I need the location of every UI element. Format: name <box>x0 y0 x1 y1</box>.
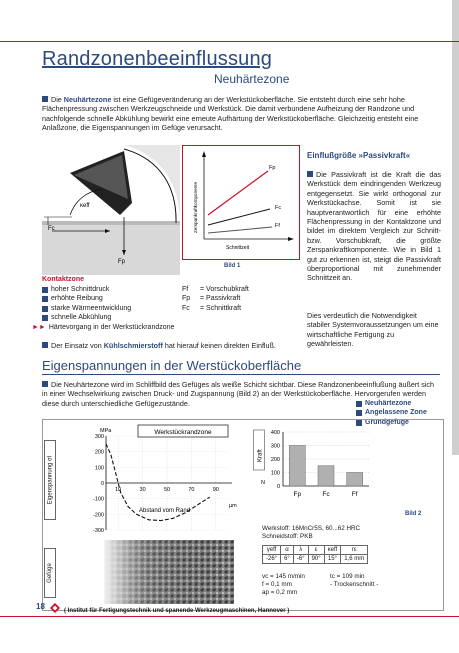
bar-y-tick: 200 <box>270 457 280 463</box>
kontaktzone-highlight: ►► Härtevorgang in der Werkstückrandzone <box>32 324 175 331</box>
force-chart-xlabel: Schnittzeit <box>226 245 250 251</box>
stress-xunit: µm <box>229 503 237 509</box>
footer-credit: ( Institut für Fertigungstechnik und spanende Werkzeugmaschinen, Hannover ) <box>64 608 290 614</box>
coolant-note: Der Einsatz von Kühlschmierstoff hat hierauf keinen direkten Einfluß. <box>42 341 302 350</box>
stress-y-tick: 200 <box>94 449 104 456</box>
stress-y-tick: -200 <box>92 512 104 519</box>
page-subtitle: Neuhärtezone <box>214 72 290 86</box>
stress-x-tick: 30 <box>139 487 146 493</box>
section2-paragraph: Die Neuhärtezone wird im Schliffbild des Gefüges als weiße Schicht sichtbar. Diese Randzonenbeeinflußung äußert sich in einer Wechselwirkung zwischen Druck- und Zugspannung (Bild 2) an der Werkstückoberfläche. Hervorgerufen werden diese durch unterschiedliche Gefügezustände. <box>42 380 435 408</box>
bar-fp <box>289 446 305 487</box>
bullet-square-icon <box>356 410 362 416</box>
tool-contact-diagram <box>42 145 180 275</box>
page-number: 18 <box>36 602 45 611</box>
bullet-square-icon <box>356 401 362 407</box>
workpiece-shape <box>42 217 180 275</box>
stress-yunit: MPa <box>100 428 112 434</box>
stress-y-tick: -100 <box>92 496 104 503</box>
bullet-square-icon <box>42 296 48 302</box>
cutting-params-left: vc = 145 m/min f = 0,1 mm ap = 0,2 mm <box>262 573 305 596</box>
material-line: Werkstoff: 16MnCr5S, 60...62 HRC <box>262 525 361 532</box>
table-row: -26° 6° -6° 90° 15° 1,6 mm <box>263 555 368 564</box>
fp-series-label: Fp <box>269 165 276 171</box>
bar-y-tick: 0 <box>276 484 280 490</box>
bullet-square-icon <box>42 306 48 312</box>
double-arrow-icon: ►► <box>32 324 46 331</box>
list-item: schnelle Abkühlung <box>42 313 131 322</box>
stress-xlabel: Abstand vom Rand <box>139 508 191 514</box>
bottom-rule <box>0 616 459 617</box>
stress-ylabel-box <box>44 440 56 520</box>
bar-marks <box>289 446 362 499</box>
stress-y-tick: -300 <box>92 528 104 534</box>
bar-category-label: Fc <box>322 491 330 498</box>
tool-angle-table <box>262 545 368 564</box>
stress-y-tick: 0 <box>100 481 104 487</box>
bar-category-label: Fp <box>293 491 302 498</box>
force-chart-ylabel: Zerspankraftkomponente <box>193 181 198 233</box>
list-item: Grundgefüge <box>356 418 427 427</box>
legend-row: Ff = Vorschubkraft <box>182 286 249 293</box>
bullet-square-icon <box>42 96 48 102</box>
bar-ylabel: Kraft <box>257 449 264 462</box>
residual-stress-chart <box>66 422 238 542</box>
coolant-term: Kühlschmierstoff <box>103 341 163 350</box>
kontaktzone-list <box>42 285 131 323</box>
legend-row: Fc = Schnittkraft <box>182 304 242 312</box>
intro-paragraph <box>42 95 440 133</box>
bullet-square-icon <box>42 381 48 387</box>
fc-series-label: Fc <box>275 205 282 211</box>
bullet-square-icon <box>42 315 48 321</box>
bar-yunit: N <box>261 480 265 486</box>
bullet-square-icon <box>42 342 48 348</box>
right-tab <box>452 0 459 455</box>
intro-text: ist eine Gefügeveränderung an der Werkstückoberfläche. Sie entsteht durch eine sehr hohe Flächenpressung zwischen Werkzeugschneide und Werkstück. Die damit verbundene Aufheizung der Randzone und nachfolgende schnelle Abkühlung bewirkt eine erneute Aufhärtung der Werkstückoberfläche. Gleichzeitig entsteht eine Anlaßzone, die Eigenspannungen im Gefüge verursacht. <box>42 95 419 133</box>
table-row: γeff α λ ε κeff rε <box>263 546 368 555</box>
stress-ylabel: Eigenspannung σI <box>47 455 53 505</box>
passive-paragraph <box>307 170 441 283</box>
material-info <box>262 525 360 541</box>
stress-y-tick: 300 <box>94 434 104 440</box>
figure2-caption: Bild 2 <box>405 511 422 517</box>
force-chart-frame <box>183 146 300 260</box>
figure1-caption: Bild 1 <box>224 263 241 269</box>
tool-line: Schneidstoff: PKB <box>262 533 313 540</box>
list-item: Neuhärtezone <box>356 399 427 408</box>
kappa-label: κeff <box>80 203 90 209</box>
passive-text: Die Passivkraft ist die Kraft die das Werkstück dem eindringenden Werkzeug entgegensetzt. Sie wirkt orthogonal zur Werkstückachse. Somit ist sie hauptverantwortlich für eine erhöhte Flächenpressung in der Kontaktzone und bildet im direktem Vergleich zur Schnitt-bzw. Vorschubkraft, die größte Zerspankraftkomponente. Wie in Bild 1 gut zu erkennen ist, steigt die Passivkraft überproportional mit zunehmender Schnittzeit an. <box>307 170 441 283</box>
stress-y-tick: 100 <box>94 465 104 472</box>
intro-lead: Die <box>51 95 62 104</box>
ff-series-label: Ff <box>275 223 280 229</box>
stress-x-tick: 70 <box>188 487 195 493</box>
section2-rule <box>42 374 440 375</box>
force-chart <box>182 145 300 260</box>
fp-label: Fp <box>118 259 126 265</box>
bar-y-tick: 400 <box>270 430 280 436</box>
bar-ff <box>347 473 363 487</box>
passive-paragraph-2: Dies verdeutlich die Notwendigkeit stabiler Systemvoraussetzungen um eine wirtschaftliche Fertigung zu gewährleisten. <box>307 311 439 349</box>
intro-term: Neuhärtezone <box>63 95 112 104</box>
section2-heading: Eigenspannungen in der Werstückoberfläche <box>42 358 302 373</box>
stress-x-tick: 10 <box>115 487 122 493</box>
micrograph-image <box>104 540 234 604</box>
bar-y-tick: 300 <box>270 443 280 450</box>
bullet-square-icon <box>42 287 48 293</box>
passive-heading: Einflußgröße »Passivkraft« <box>307 151 411 160</box>
legend-row: Fp = Passivkraft <box>182 295 241 303</box>
stress-plot-area <box>106 425 234 533</box>
left-margin <box>0 0 22 653</box>
logo-icon <box>50 603 60 613</box>
page-title: Randzonenbeeinflussung <box>42 48 273 70</box>
list-item: erhöhte Reibung <box>42 294 131 303</box>
bar-fc <box>318 466 334 486</box>
cutting-params-right: tc = 109 min - Trockenschnitt - <box>330 573 379 588</box>
force-legend <box>182 285 249 313</box>
stress-x-tick: 50 <box>163 487 171 493</box>
bullet-square-icon <box>307 171 313 177</box>
bar-category-label: Ff <box>351 491 358 498</box>
list-item: starke Wärmeentwicklung <box>42 304 131 313</box>
fc-label: Fc <box>48 226 55 232</box>
stress-x-tick: 90 <box>212 487 219 493</box>
kontaktzone-heading: Kontaktzone <box>42 276 84 283</box>
micrograph-label: Gefüge <box>47 563 53 583</box>
list-item: hoher Schnittdruck <box>42 285 131 294</box>
force-bar-chart <box>253 424 373 510</box>
list-item: Angelassene Zone <box>356 408 427 417</box>
stress-chart-title: Werkstückrandzone <box>154 429 212 436</box>
bar-y-tick: 100 <box>270 470 280 477</box>
top-rule <box>0 41 459 42</box>
micrograph-label-box <box>44 548 56 598</box>
